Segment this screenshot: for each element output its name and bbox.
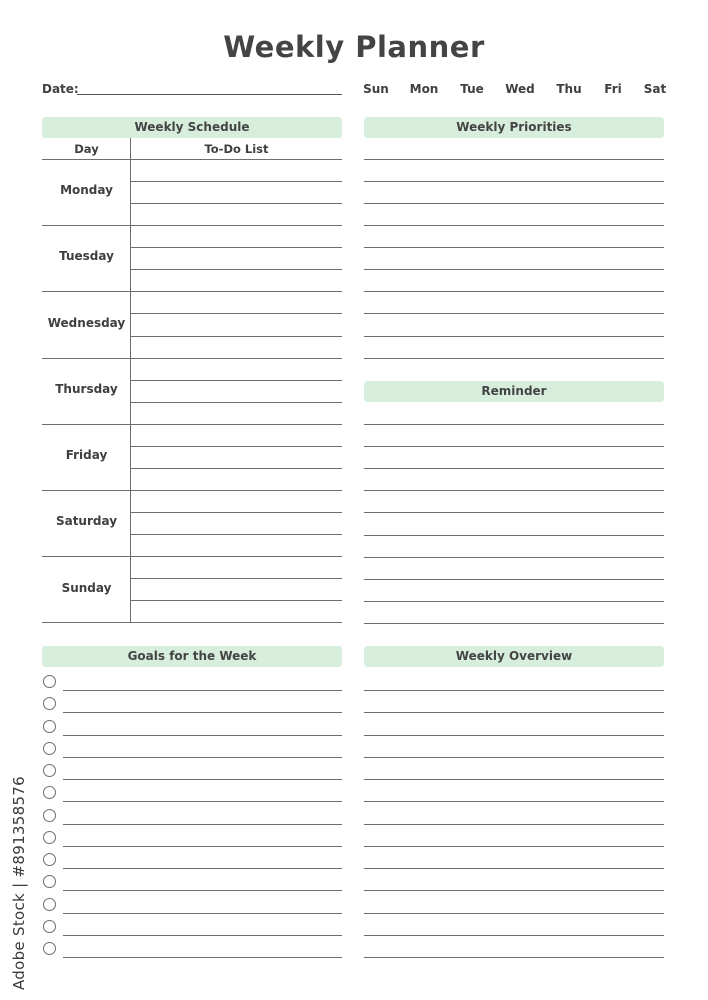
overview-line[interactable] (364, 779, 664, 780)
todo-line[interactable] (131, 247, 342, 248)
day-separator-line[interactable] (42, 490, 342, 491)
goal-line[interactable] (63, 913, 342, 914)
reminder-line[interactable] (364, 446, 664, 447)
priority-line[interactable] (364, 313, 664, 314)
reminder-line[interactable] (364, 623, 664, 624)
priority-line[interactable] (364, 291, 664, 292)
priority-line[interactable] (364, 358, 664, 359)
priority-line[interactable] (364, 159, 664, 160)
todo-line[interactable] (131, 313, 342, 314)
goal-line[interactable] (63, 957, 342, 958)
todo-line[interactable] (131, 446, 342, 447)
priorities-header: Weekly Priorities (364, 117, 664, 138)
weekday-thu[interactable]: Thu (556, 82, 582, 96)
overview-line[interactable] (364, 757, 664, 758)
overview-line[interactable] (364, 824, 664, 825)
goal-checkbox-icon[interactable] (43, 786, 56, 799)
weekday-tue[interactable]: Tue (460, 82, 484, 96)
day-wednesday: Wednesday (47, 316, 126, 330)
day-separator-line[interactable] (42, 159, 342, 160)
todo-line[interactable] (131, 600, 342, 601)
day-separator-line[interactable] (42, 556, 342, 557)
goal-line[interactable] (63, 757, 342, 758)
day-separator-line[interactable] (42, 424, 342, 425)
day-separator-line[interactable] (42, 622, 342, 623)
reminder-line[interactable] (364, 512, 664, 513)
day-separator-line[interactable] (42, 358, 342, 359)
weekday-sat[interactable]: Sat (643, 82, 667, 96)
goal-checkbox-icon[interactable] (43, 764, 56, 777)
goal-line[interactable] (63, 868, 342, 869)
todo-line[interactable] (131, 269, 342, 270)
day-separator-line[interactable] (42, 225, 342, 226)
goal-line[interactable] (63, 890, 342, 891)
day-thursday: Thursday (55, 382, 118, 396)
todo-line[interactable] (131, 181, 342, 182)
date-label: Date: (42, 82, 79, 96)
overview-line[interactable] (364, 801, 664, 802)
overview-header: Weekly Overview (364, 646, 664, 667)
reminder-line[interactable] (364, 557, 664, 558)
todo-line[interactable] (131, 336, 342, 337)
goal-line[interactable] (63, 779, 342, 780)
date-line[interactable] (77, 94, 342, 95)
goal-checkbox-icon[interactable] (43, 675, 56, 688)
reminder-header: Reminder (364, 381, 664, 402)
todo-line[interactable] (131, 578, 342, 579)
stock-watermark: Adobe Stock | #891358576 (10, 776, 28, 990)
goal-checkbox-icon[interactable] (43, 875, 56, 888)
goal-line[interactable] (63, 824, 342, 825)
page-title: Weekly Planner (223, 30, 485, 64)
goal-line[interactable] (63, 801, 342, 802)
todo-line[interactable] (131, 468, 342, 469)
reminder-line[interactable] (364, 535, 664, 536)
goal-checkbox-icon[interactable] (43, 920, 56, 933)
priority-line[interactable] (364, 225, 664, 226)
goal-checkbox-icon[interactable] (43, 831, 56, 844)
todo-line[interactable] (131, 534, 342, 535)
overview-line[interactable] (364, 712, 664, 713)
todo-line[interactable] (131, 512, 342, 513)
weekday-wed[interactable]: Wed (505, 82, 535, 96)
goal-checkbox-icon[interactable] (43, 720, 56, 733)
overview-line[interactable] (364, 913, 664, 914)
day-separator-line[interactable] (42, 291, 342, 292)
schedule-header: Weekly Schedule (42, 117, 342, 138)
goal-checkbox-icon[interactable] (43, 809, 56, 822)
priority-line[interactable] (364, 247, 664, 248)
priority-line[interactable] (364, 181, 664, 182)
day-sunday: Sunday (61, 581, 112, 595)
overview-line[interactable] (364, 690, 664, 691)
goal-checkbox-icon[interactable] (43, 898, 56, 911)
goal-line[interactable] (63, 846, 342, 847)
todo-column-header: To-Do List (204, 142, 269, 156)
todo-line[interactable] (131, 402, 342, 403)
priority-line[interactable] (364, 203, 664, 204)
reminder-line[interactable] (364, 424, 664, 425)
goal-line[interactable] (63, 935, 342, 936)
goals-header: Goals for the Week (42, 646, 342, 667)
reminder-line[interactable] (364, 468, 664, 469)
todo-line[interactable] (131, 380, 342, 381)
overview-line[interactable] (364, 735, 664, 736)
overview-line[interactable] (364, 957, 664, 958)
day-monday: Monday (60, 183, 113, 197)
goal-checkbox-icon[interactable] (43, 853, 56, 866)
reminder-line[interactable] (364, 601, 664, 602)
overview-line[interactable] (364, 935, 664, 936)
day-column-header: Day (74, 142, 99, 156)
reminder-line[interactable] (364, 490, 664, 491)
day-saturday: Saturday (55, 514, 118, 528)
weekday-mon[interactable]: Mon (409, 82, 439, 96)
goal-checkbox-icon[interactable] (43, 942, 56, 955)
todo-line[interactable] (131, 203, 342, 204)
goal-line[interactable] (63, 712, 342, 713)
reminder-line[interactable] (364, 579, 664, 580)
day-tuesday: Tuesday (59, 249, 114, 263)
priority-line[interactable] (364, 336, 664, 337)
overview-line[interactable] (364, 846, 664, 847)
goal-line[interactable] (63, 690, 342, 691)
weekday-fri[interactable]: Fri (604, 82, 622, 96)
goal-checkbox-icon[interactable] (43, 742, 56, 755)
day-friday: Friday (65, 448, 108, 462)
overview-line[interactable] (364, 868, 664, 869)
overview-line[interactable] (364, 890, 664, 891)
priority-line[interactable] (364, 269, 664, 270)
goal-checkbox-icon[interactable] (43, 697, 56, 710)
goal-line[interactable] (63, 735, 342, 736)
weekday-sun[interactable]: Sun (363, 82, 389, 96)
